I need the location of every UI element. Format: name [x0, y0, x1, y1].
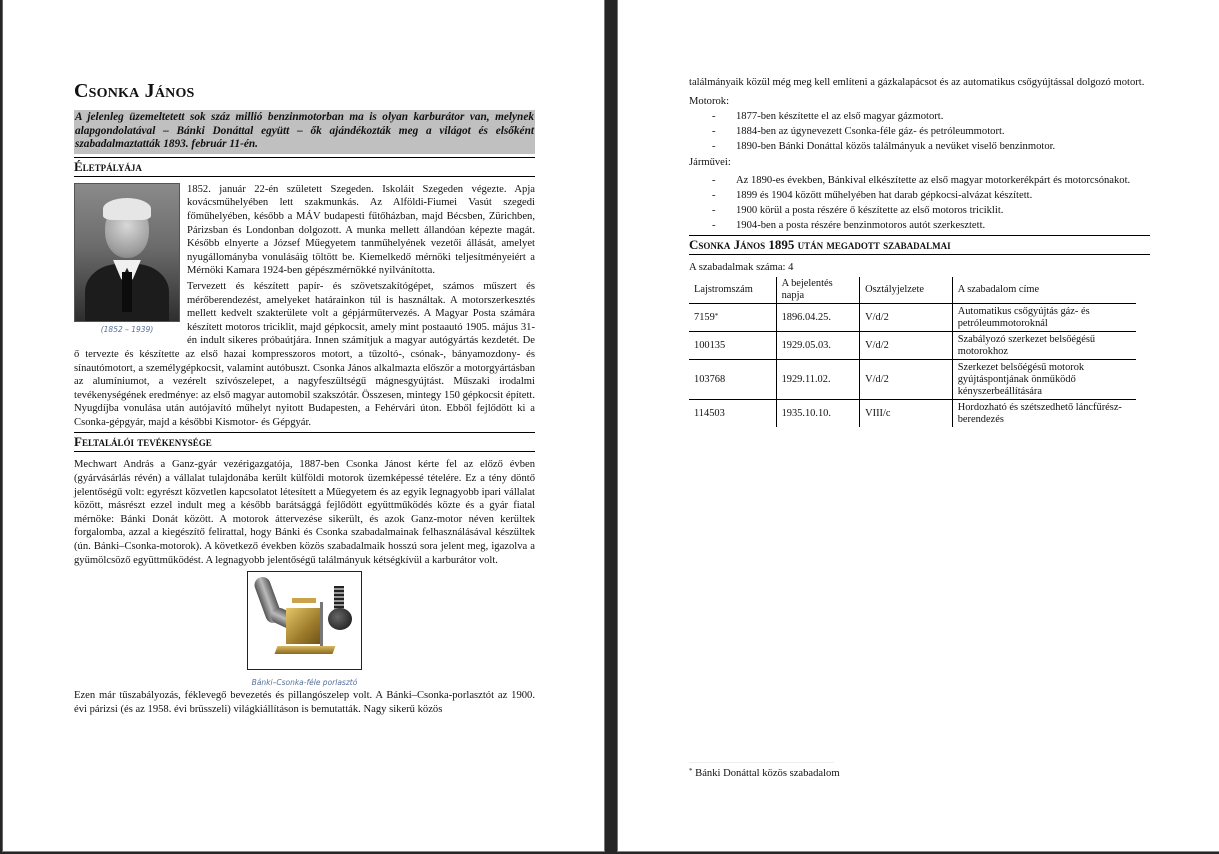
patent-date-cell: 1929.05.03. — [776, 332, 860, 360]
page-1-content — [74, 78, 535, 716]
patent-class-cell: V/d/2 — [860, 332, 953, 360]
section-heading-patents: Csonka János 1895 után megadott szabadalmai — [689, 235, 1150, 255]
carburetor-caption: Bánki–Csonka-féle porlasztó — [251, 678, 358, 688]
portrait-photo-icon — [74, 183, 180, 322]
column-header: A szabadalom címe — [952, 277, 1136, 304]
lead-paragraph: A jelenleg üzemeltetett sok száz millió benzinmotorban ma is olyan karburátor van, melynek alapgondolatával – Bánki Donáttal együtt – ők ajándékozták meg a világot és elsőként szabadalmaztatták 1893. február 11-én. — [74, 110, 535, 154]
list-item: - 1899 és 1904 között műhelyében hat darab gépkocsi-alvázat készített. — [712, 189, 1033, 201]
list-item: - 1884-ben az úgynevezett Csonka-féle gáz- és petróleummotort. — [712, 126, 1005, 138]
patent-title-cell: Szabályozó szerkezet belsőégésű motorokhoz — [952, 332, 1136, 360]
patent-number-cell: 7159* — [689, 304, 776, 332]
document-page-2 — [617, 0, 1219, 852]
patent-date-cell: 1935.10.10. — [776, 400, 860, 428]
table-row — [689, 400, 1136, 428]
table-row — [689, 304, 1136, 332]
column-header: Lajstromszám — [689, 277, 776, 304]
table-row — [689, 360, 1136, 400]
document-page-1 — [2, 0, 605, 852]
career-paragraph-1: 1852. január 22-én született Szegeden. Iskoláit Szegeden végezte. Apja kovácsműhelyében lett szakmunkás. Az Alföldi-Fiumei Vasút szegedi főműhelyében, később a MÁV budapesti fűtőházban, majd Bécsben, Zürichben, Párizsban és Londonban dolgozott. A munka mellett állandóan képezte magát. Később elnyerte a József Műegyetem tanműhelyének vezetői állását, amelyet nyugállományba vonulásáig töltött be. Kiemelkedő mérnöki teljesítményeiért a Mérnöki Kamara 1924-ben gépészmérnökké nyilvánította. — [187, 183, 535, 277]
section-heading-career: Életpályája — [74, 157, 535, 177]
table-header-row — [689, 277, 1136, 304]
motors-list — [689, 110, 1150, 154]
continuation-paragraph: találmányaik közül még meg kell említeni a gázkalapácsot és az automatikus csőgyújtással dolgozó motort. — [689, 77, 1145, 88]
motors-label: Motorok: — [689, 95, 730, 107]
vehicles-label: Járművei: — [689, 156, 731, 168]
carburetor-paragraph: Ezen már tűszabályozás, féklevegő bevezetés és pillangószelep volt. A Bánki–Csonka-porlasztót az 1900. évi párizsi (és az 1958. évi brüsszeli) világkiállításon is bemutatták. Nagy sikerű közös — [74, 690, 535, 715]
patents-table — [689, 277, 1136, 427]
carburetor-photo-icon — [247, 571, 362, 670]
footnote: * Bánki Donáttal közös szabadalom — [689, 767, 840, 779]
career-paragraph-2: Tervezett és készített papír- és szövetszakítógépet, számos műszert és mérőberendezést, amelyeket határainkon túl is használtak. A motorszerkesztés mellett kedvelt szakterülete volt a gépjárműtervezés. A Magyar Posta számára készített motoros triciklit, majd gépkocsit, amely mint postaautó 1905. május 31-én indult sikeres próbaútjára. Innen számítjuk a magyar autógyártás kezdetét. De ő tervezte és készítette az első hazai kompresszoros motort, a tűzoltó-, csónak-, bányamozdony- és sínautómotort, a személygépkocsit, valamint autóbuszt. Csonka János alkalmazta először a motorgyártásban az alumíniumot, a vezérelt szívószelepet, a nagyfeszültségű mágnesgyújtást. Műszaki irodalmi tevékenységének eredménye: az első magyar automobil szakszótár. Összesen, mintegy 150 gépkocsit épített. Nyugdíjba vonulása után autójavító műhelyt nyitott Budapesten, a Fehérvári úton. Ebből fejlődött ki a Csonka-gépgyár, majd a későbbi Kismotor- és Gépgyár. — [74, 280, 535, 428]
patent-number-cell: 114503 — [689, 400, 776, 428]
column-header: A bejelentés napja — [776, 277, 860, 304]
list-item: - 1890-ben Bánki Donáttal közös találmányuk a nevüket viselő benzinmotor. — [712, 141, 1056, 153]
page-title: Csonka János — [74, 80, 195, 102]
inventions-paragraph: Mechwart András a Ganz-gyár vezérigazgatója, 1887-ben Csonka Jánost kérte fel az előző évben (gyárvásárlás révén) a vállalat tulajdonába került külföldi motorok üzemképessé tételére. Ez a tény döntő jelentőségű volt: egyrészt közvetlen kapcsolatot létesített a Műegyetem és az egyik legnagyobb ipari vállalat között, másrészt ezzel indult meg a később barátsággá fejlődött együttműködés közte és a gyár fiatal mérnöke: Bánki Donát között. A motorok áttervezése sikerült, és azok Ganz-motor néven kerültek forgalomba, azzal a kiegészítő felirattal, hogy Bánki és Csonka szabadalmainak felhasználásával készültek (ún. Bánki–Csonka-motorok). A következő években közös szabadalmaik hosszú sora jelent meg, igazolva a gyümölcsöző együttműködést. A legnagyobb jelentőségű találmányuk kétségkívül a karburátor volt. — [74, 459, 535, 566]
portrait-caption: (1852 – 1939) — [100, 324, 154, 334]
patent-title-cell: Automatikus csőgyújtás gáz- és petróleummotoroknál — [952, 304, 1136, 332]
section-heading-inventions: Feltalálói tevékenysége — [74, 432, 535, 452]
list-item: - 1877-ben készítette el az első magyar gázmotort. — [712, 111, 944, 123]
table-row — [689, 332, 1136, 360]
patent-title-cell: Hordozható és szétszedhető láncfűrész-berendezés — [957, 401, 1122, 425]
footnote-separator — [689, 762, 834, 763]
portrait-figure — [74, 183, 180, 334]
patent-number-cell: 100135 — [689, 332, 776, 360]
list-item: - Az 1890-es években, Bánkival elkészítette az első magyar motorkerékpárt és motorcsónakot. — [712, 174, 1131, 186]
patent-class-cell: VIII/c — [860, 400, 953, 428]
page-2-content — [689, 76, 1150, 427]
patent-date-cell: 1929.11.02. — [776, 360, 860, 400]
vehicles-list — [689, 174, 1150, 233]
patent-number-cell: 103768 — [689, 360, 776, 400]
patent-class-cell: V/d/2 — [860, 304, 953, 332]
patent-date-cell: 1896.04.25. — [776, 304, 860, 332]
patent-count: A szabadalmak száma: 4 — [689, 262, 794, 274]
patent-title-cell: Szerkezet belsőégésű motorok gyújtáspontjának önműködő kényszerbeállítására — [952, 360, 1136, 400]
carburetor-figure — [74, 571, 535, 687]
list-item: - 1900 körül a posta részére ő készítette az első motoros triciklit. — [712, 204, 1004, 216]
patent-class-cell: V/d/2 — [860, 360, 953, 400]
column-header: Osztályjelzete — [860, 277, 953, 304]
list-item: - 1904-ben a posta részére benzinmotoros autót szerkesztett. — [712, 219, 986, 231]
